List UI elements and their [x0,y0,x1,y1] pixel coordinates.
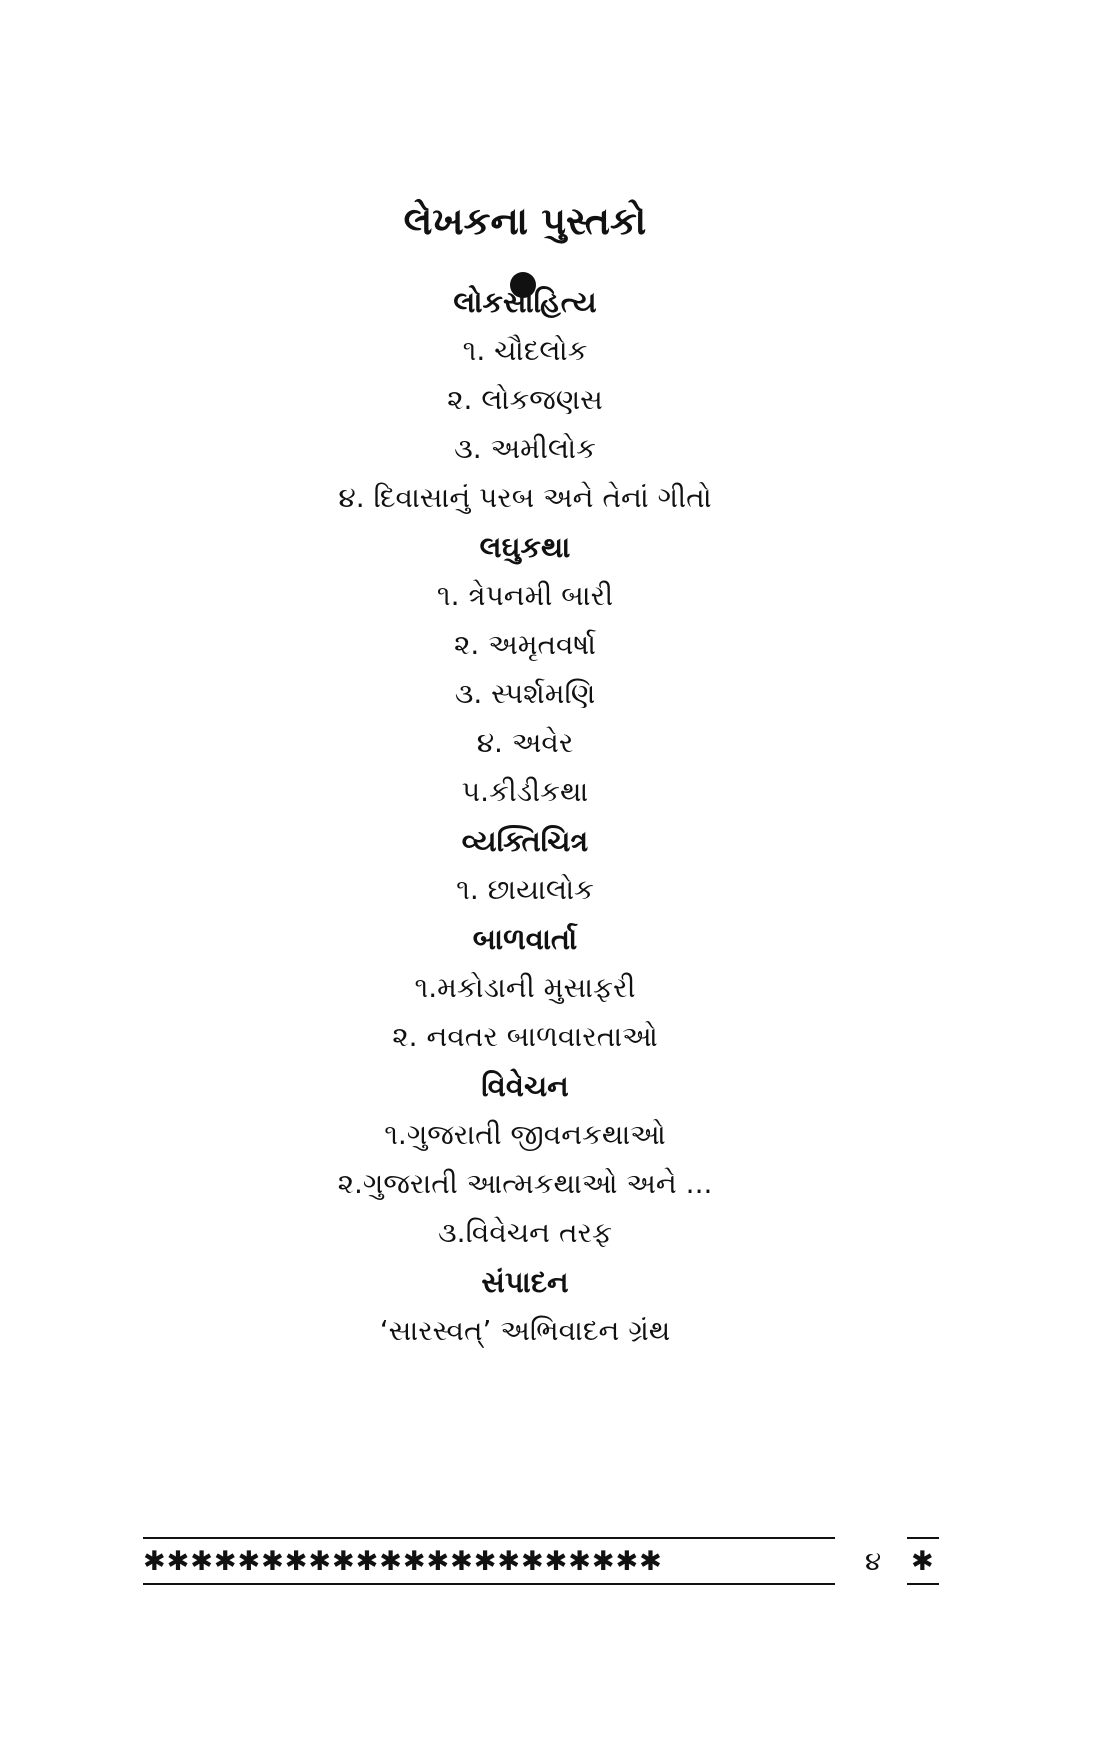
star-border-icon: ✱✱✱✱✱✱✱✱✱✱✱✱✱✱✱✱✱✱✱✱✱✱ [143,1546,663,1577]
book-item: ૨. અમૃતવર્ષા [453,628,597,661]
book-item: ૩.વિવેચન તરફ [438,1216,612,1249]
book-item: ૧.મકોડાની મુસાફરી [414,971,636,1004]
book-item: ૧.ગુજરાતી જીવનકથાઓ [384,1118,666,1151]
footer-top-rule [143,1537,835,1539]
book-item: ૧. છાયાલોક [456,873,594,906]
book-item: ‘સારસ્વત્’ અભિવાદન ગ્રંથ [379,1314,671,1347]
end-star-top-rule [907,1537,939,1539]
section-heading-folk-literature: લોકસાહિત્ય [453,285,597,319]
page-footer [143,1537,943,1597]
footer-bottom-rule [143,1583,835,1585]
book-item: ૩. અમીલોક [454,432,596,465]
end-star-bottom-rule [907,1583,939,1585]
book-item: ૪. અવેર [476,726,574,759]
book-item: ૧. ચૌદલોક [462,334,588,367]
section-heading-short-stories: લઘુકથા [479,530,571,564]
end-star-icon: ✱ [911,1546,934,1577]
book-item: ૩. સ્પર્શમણિ [454,677,596,710]
book-item: ૪. દિવાસાનું પરબ અને તેનાં ગીતો [338,481,712,514]
section-heading-children-stories: બાળવાર્તા [472,922,578,956]
page-number: ૪ [865,1547,882,1577]
section-heading-criticism: વિવેચન [481,1069,569,1103]
book-item: ૨.ગુજરાતી આત્મકથાઓ અને ... [337,1167,713,1200]
book-item: ૨. નવતર બાળવારતાઓ [392,1020,658,1053]
book-item: ૫.કીડીકથા [461,775,589,808]
book-item: ૧. ત્રેપનમી બારી [436,579,614,612]
section-heading-editing: સંપાદન [481,1265,569,1299]
section-heading-character-sketch: વ્યક્તિચિત્ર [461,824,589,858]
page-title: લેખકના પુસ્તકો [403,199,647,243]
book-item: ૨. લોકજણસ [447,383,603,416]
